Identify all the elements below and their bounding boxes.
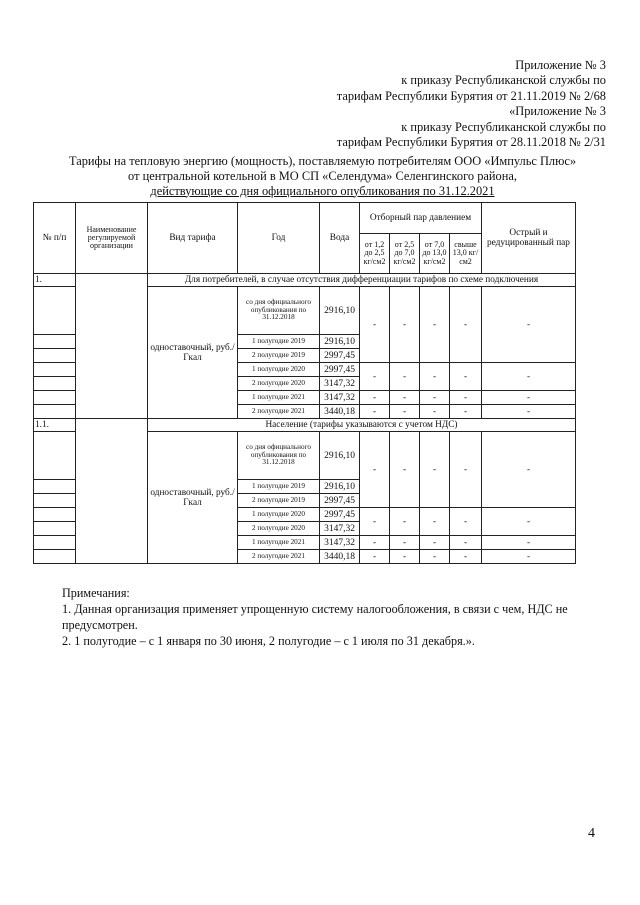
document-title [40,154,605,198]
water-value: 2916,10 [320,287,360,335]
period-cell: со дня официального опубликования по 31.12.2018 [238,287,320,335]
dash-cell: - [482,287,576,363]
dash-cell: - [390,536,420,550]
dash-cell: - [420,536,450,550]
header-steam-group: Отборный пар давлением [360,203,482,234]
title-line: от центральной котельной в МО СП «Селендума» Селенгинского района, [128,168,517,183]
header-num: № п/п [34,203,76,274]
organization-cell [76,419,148,564]
dash-cell: - [360,287,390,363]
notes [62,585,592,649]
water-value: 3147,32 [320,536,360,550]
title-line: действующие со дня официального опубликования по 31.12.2021 [150,183,495,198]
section-title: Для потребителей, в случае отсутствия дифференциации тарифов по схеме подключения [148,274,576,287]
dash-cell: - [420,391,450,405]
row-number-cell [34,391,76,405]
period-cell: 2 полугодие 2021 [238,405,320,419]
dash-cell: - [390,550,420,564]
dash-cell: - [450,508,482,536]
dash-cell: - [360,550,390,564]
dash-cell: - [390,391,420,405]
row-number-cell [34,494,76,508]
dash-cell: - [482,363,576,391]
row-number-cell [34,522,76,536]
organization-cell [76,274,148,419]
appendix-line: Приложение № 3 [515,58,606,72]
period-cell: 2 полугодие 2019 [238,349,320,363]
dash-cell: - [420,287,450,363]
tariff-type: одноставочный, руб./Гкал [148,432,238,564]
dash-cell: - [420,405,450,419]
water-value: 3147,32 [320,391,360,405]
header-year: Год [238,203,320,274]
row-number-cell [34,405,76,419]
water-value: 2916,10 [320,480,360,494]
header-sharp-steam: Острый и редуцированный пар [482,203,576,274]
dash-cell: - [360,363,390,391]
period-cell: 2 полугодие 2020 [238,377,320,391]
dash-cell: - [420,363,450,391]
section-number: 1. [34,274,76,287]
appendix-line: к приказу Республиканской службы по [401,73,606,88]
water-value: 3147,32 [320,377,360,391]
period-cell: со дня официального опубликования по 31.12.2018 [238,432,320,480]
page-number: 4 [588,826,595,841]
dash-cell: - [450,536,482,550]
dash-cell: - [450,550,482,564]
period-cell: 2 полугодие 2021 [238,550,320,564]
water-value: 2997,45 [320,363,360,377]
row-number-cell [34,349,76,363]
note-item: 1. Данная организация применяет упрощенную систему налогообложения, в связи с чем, НДС не предусмотрен. [62,602,568,632]
dash-cell: - [450,391,482,405]
dash-cell: - [390,508,420,536]
row-number-cell [34,508,76,522]
period-cell: 1 полугодие 2021 [238,391,320,405]
dash-cell: - [360,405,390,419]
dash-cell: - [360,391,390,405]
dash-cell: - [482,550,576,564]
appendix-line: «Приложение № 3 [509,104,606,119]
row-number-cell [34,377,76,391]
dash-cell: - [482,405,576,419]
tariff-table [33,202,576,564]
row-number-cell [34,287,76,335]
dash-cell: - [450,432,482,508]
appendix-header [337,58,606,150]
period-cell: 1 полугодие 2020 [238,363,320,377]
dash-cell: - [450,287,482,363]
row-number-cell [34,363,76,377]
dash-cell: - [420,550,450,564]
section-title: Население (тарифы указываются с учетом НДС) [148,419,576,432]
water-value: 3147,32 [320,522,360,536]
water-value: 2997,45 [320,494,360,508]
period-cell: 2 полугодие 2020 [238,522,320,536]
row-number-cell [34,480,76,494]
period-cell: 1 полугодие 2021 [238,536,320,550]
section-title-row [34,274,576,287]
header-pressure-1: от 1,2 до 2,5 кг/см2 [360,234,390,274]
header-water: Вода [320,203,360,274]
row-number-cell [34,550,76,564]
dash-cell: - [360,432,390,508]
dash-cell: - [482,432,576,508]
notes-heading: Примечания: [62,586,130,600]
section-title-row [34,419,576,432]
dash-cell: - [420,508,450,536]
tariff-type: одноставочный, руб./Гкал [148,287,238,419]
appendix-line: тарифам Республики Бурятия от 28.11.2018 № 2/31 [336,135,606,150]
dash-cell: - [482,536,576,550]
dash-cell: - [420,432,450,508]
dash-cell: - [482,391,576,405]
appendix-line: тарифам Республики Бурятия от 21.11.2019 № 2/68 [336,88,606,103]
dash-cell: - [390,432,420,508]
dash-cell: - [390,363,420,391]
section-number: 1.1. [34,419,76,432]
period-cell: 2 полугодие 2019 [238,494,320,508]
period-cell: 1 полугодие 2020 [238,508,320,522]
row-number-cell [34,432,76,480]
dash-cell: - [482,508,576,536]
water-value: 3440,18 [320,550,360,564]
title-line: Тарифы на тепловую энергию (мощность), поставляемую потребителям ООО «Импульс Плюс» [68,154,577,168]
note-item: 2. 1 полугодие – с 1 января по 30 июня, 2 полугодие – с 1 июля по 31 декабря.». [62,634,475,648]
header-pressure-4: свыше 13,0 кг/см2 [450,234,482,274]
period-cell: 1 полугодие 2019 [238,480,320,494]
header-pressure-2: от 2,5 до 7,0 кг/см2 [390,234,420,274]
dash-cell: - [450,363,482,391]
dash-cell: - [450,405,482,419]
water-value: 2916,10 [320,432,360,480]
water-value: 2916,10 [320,335,360,349]
header-pressure-3: от 7,0 до 13,0 кг/см2 [420,234,450,274]
appendix-line: к приказу Республиканской службы по [401,119,606,134]
dash-cell: - [390,287,420,363]
row-number-cell [34,335,76,349]
period-cell: 1 полугодие 2019 [238,335,320,349]
row-number-cell [34,536,76,550]
water-value: 2997,45 [320,508,360,522]
dash-cell: - [360,508,390,536]
water-value: 2997,45 [320,349,360,363]
header-org: Наименование регулируемой организации [76,203,148,274]
water-value: 3440,18 [320,405,360,419]
dash-cell: - [360,536,390,550]
dash-cell: - [390,405,420,419]
header-tariff-type: Вид тарифа [148,203,238,274]
